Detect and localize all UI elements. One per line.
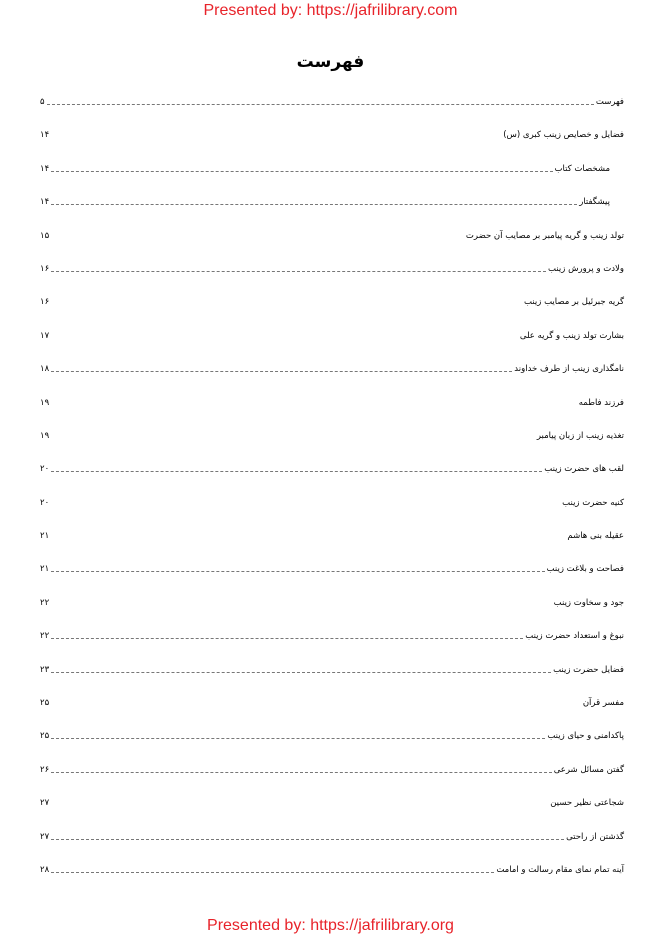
toc-entry-title[interactable]: نبوغ و استعداد حضرت زینب xyxy=(525,631,624,642)
toc-leader-dashes xyxy=(51,696,581,705)
toc-entry-page-number: ۲۱ xyxy=(40,531,50,542)
toc-leader-dashes xyxy=(51,162,552,172)
toc-entry-page-number: ۲۷ xyxy=(40,831,50,842)
toc-leader-dashes xyxy=(51,763,552,773)
toc-entry[interactable] xyxy=(40,396,624,429)
toc-leader-dashes xyxy=(51,329,518,338)
toc-entry[interactable] xyxy=(40,796,624,829)
toc-leader-dashes xyxy=(51,729,545,739)
toc-entry-title[interactable]: فضایل حضرت زینب xyxy=(553,664,624,675)
footer-credit: Presented by: https://jafrilibrary.org xyxy=(207,917,454,934)
toc-entry[interactable] xyxy=(40,496,624,529)
toc-entry-title[interactable]: پیشگفتار xyxy=(579,197,610,208)
toc-entry-title[interactable]: جود و سخاوت زینب xyxy=(553,597,624,608)
toc-leader-dashes xyxy=(51,596,552,605)
toc-entry-page-number: ۲۶ xyxy=(40,764,50,775)
toc-entry[interactable] xyxy=(40,863,624,896)
toc-entry[interactable] xyxy=(40,529,624,562)
toc-leader-dashes xyxy=(51,496,560,505)
toc-entry[interactable] xyxy=(40,830,624,863)
toc-entry[interactable] xyxy=(40,763,624,796)
toc-leader-dashes xyxy=(51,830,564,840)
toc-entry-page-number: ۱۷ xyxy=(40,330,50,341)
toc-entry-title[interactable]: کنیه حضرت زینب xyxy=(562,497,624,508)
toc-entry-title[interactable]: فصاحت و بلاغت زینب xyxy=(546,564,624,575)
page-title: فهرست xyxy=(296,52,365,72)
toc-entry-page-number: ۲۲ xyxy=(40,631,50,642)
toc-entry-title[interactable]: تولد زینب و گریه پیامبر بر مصایب آن حضرت xyxy=(465,230,624,241)
toc-entry[interactable] xyxy=(40,262,624,295)
toc-entry[interactable] xyxy=(40,362,624,395)
toc-entry[interactable] xyxy=(40,195,624,228)
toc-entry-page-number: ۱۹ xyxy=(40,430,50,441)
toc-entry-title[interactable]: گذشتن از راحتی xyxy=(566,831,624,842)
toc-entry[interactable] xyxy=(40,596,624,629)
toc-entry[interactable] xyxy=(40,462,624,495)
toc-leader-dashes xyxy=(51,529,565,538)
toc-entry-title[interactable]: لقب های حضرت زینب xyxy=(544,464,624,475)
toc-entry-title[interactable]: تغذیه زینب از زبان پیامبر xyxy=(536,430,624,441)
toc-entry[interactable] xyxy=(40,429,624,462)
toc-entry-title[interactable]: فهرست xyxy=(595,97,624,107)
toc-entry[interactable] xyxy=(40,329,624,362)
toc-entry-title[interactable]: گفتن مسائل شرعی xyxy=(553,764,624,775)
toc-leader-dashes xyxy=(51,195,577,205)
toc-entry[interactable] xyxy=(40,562,624,595)
toc-entry-page-number: ۲۵ xyxy=(40,731,50,742)
toc-entry[interactable] xyxy=(40,295,624,328)
toc-entry-page-number: ۲۰ xyxy=(40,497,50,508)
toc-leader-dashes xyxy=(51,796,548,805)
toc-entry-page-number: ۲۰ xyxy=(40,464,50,475)
toc-leader-dashes xyxy=(51,128,501,137)
toc-entry-title[interactable]: آینه تمام نمای مقام رسالت و امامت xyxy=(496,864,624,875)
toc-leader-dashes xyxy=(51,663,551,673)
toc-entry-title[interactable]: ولادت و پرورش زینب xyxy=(548,263,624,274)
toc-entry-page-number: ۱۹ xyxy=(40,397,50,408)
toc-entry-page-number: ۱۵ xyxy=(40,230,50,241)
toc-entry-page-number: ۱۴ xyxy=(40,197,50,208)
toc-entry-title[interactable]: مشخصات کتاب xyxy=(554,163,610,174)
toc-entry[interactable] xyxy=(40,128,624,161)
toc-leader-dashes xyxy=(47,95,594,105)
toc-leader-dashes xyxy=(51,629,523,639)
toc-entry-title[interactable]: فضایل و خصایص زینب کبری (س) xyxy=(503,130,624,141)
toc-entry-title[interactable]: فرزند فاطمه xyxy=(578,397,624,408)
toc-leader-dashes xyxy=(51,429,535,438)
toc-entry[interactable] xyxy=(40,162,624,195)
table-of-contents xyxy=(40,95,624,896)
toc-entry-page-number: ۲۵ xyxy=(40,698,50,709)
toc-entry[interactable] xyxy=(40,729,624,762)
toc-entry-page-number: ۲۱ xyxy=(40,564,50,575)
toc-entry[interactable] xyxy=(40,229,624,262)
toc-entry-title[interactable]: عقیله بنی هاشم xyxy=(567,531,624,542)
toc-entry-page-number: ۲۲ xyxy=(40,597,50,608)
toc-leader-dashes xyxy=(51,362,512,372)
toc-entry-title[interactable]: مفسر قرآن xyxy=(582,698,624,709)
toc-entry[interactable] xyxy=(40,663,624,696)
toc-leader-dashes xyxy=(51,295,522,304)
toc-entry-page-number: ۱۸ xyxy=(40,364,50,375)
toc-entry-page-number: ۱۴ xyxy=(40,163,50,174)
toc-leader-dashes xyxy=(51,396,577,405)
header-credit: Presented by: https://jafrilibrary.com xyxy=(203,2,458,19)
toc-leader-dashes xyxy=(51,562,544,572)
toc-entry-page-number: ۲۷ xyxy=(40,798,50,809)
toc-leader-dashes xyxy=(51,462,542,472)
toc-leader-dashes xyxy=(51,229,464,238)
toc-entry-title[interactable]: بشارت تولد زینب و گریه علی xyxy=(519,330,624,341)
toc-entry-title[interactable]: پاکدامنی و حیای زینب xyxy=(547,731,624,742)
toc-leader-dashes xyxy=(51,262,546,272)
toc-entry-page-number: ۱۴ xyxy=(40,130,50,141)
toc-entry-page-number: ۲۳ xyxy=(40,664,50,675)
toc-leader-dashes xyxy=(51,863,494,873)
toc-entry[interactable] xyxy=(40,629,624,662)
toc-entry[interactable] xyxy=(40,696,624,729)
toc-entry-title[interactable]: شجاعتی نظیر حسین xyxy=(550,798,624,809)
toc-entry-page-number: ۵ xyxy=(40,97,45,107)
toc-entry-title[interactable]: نامگذاری زینب از طرف خداوند xyxy=(514,364,624,375)
toc-entry-page-number: ۱۶ xyxy=(40,263,50,274)
toc-entry-page-number: ۱۶ xyxy=(40,297,50,308)
toc-entry[interactable] xyxy=(40,95,624,128)
toc-entry-page-number: ۲۸ xyxy=(40,864,50,875)
toc-entry-title[interactable]: گریه جبرئیل بر مصایب زینب xyxy=(523,297,624,308)
